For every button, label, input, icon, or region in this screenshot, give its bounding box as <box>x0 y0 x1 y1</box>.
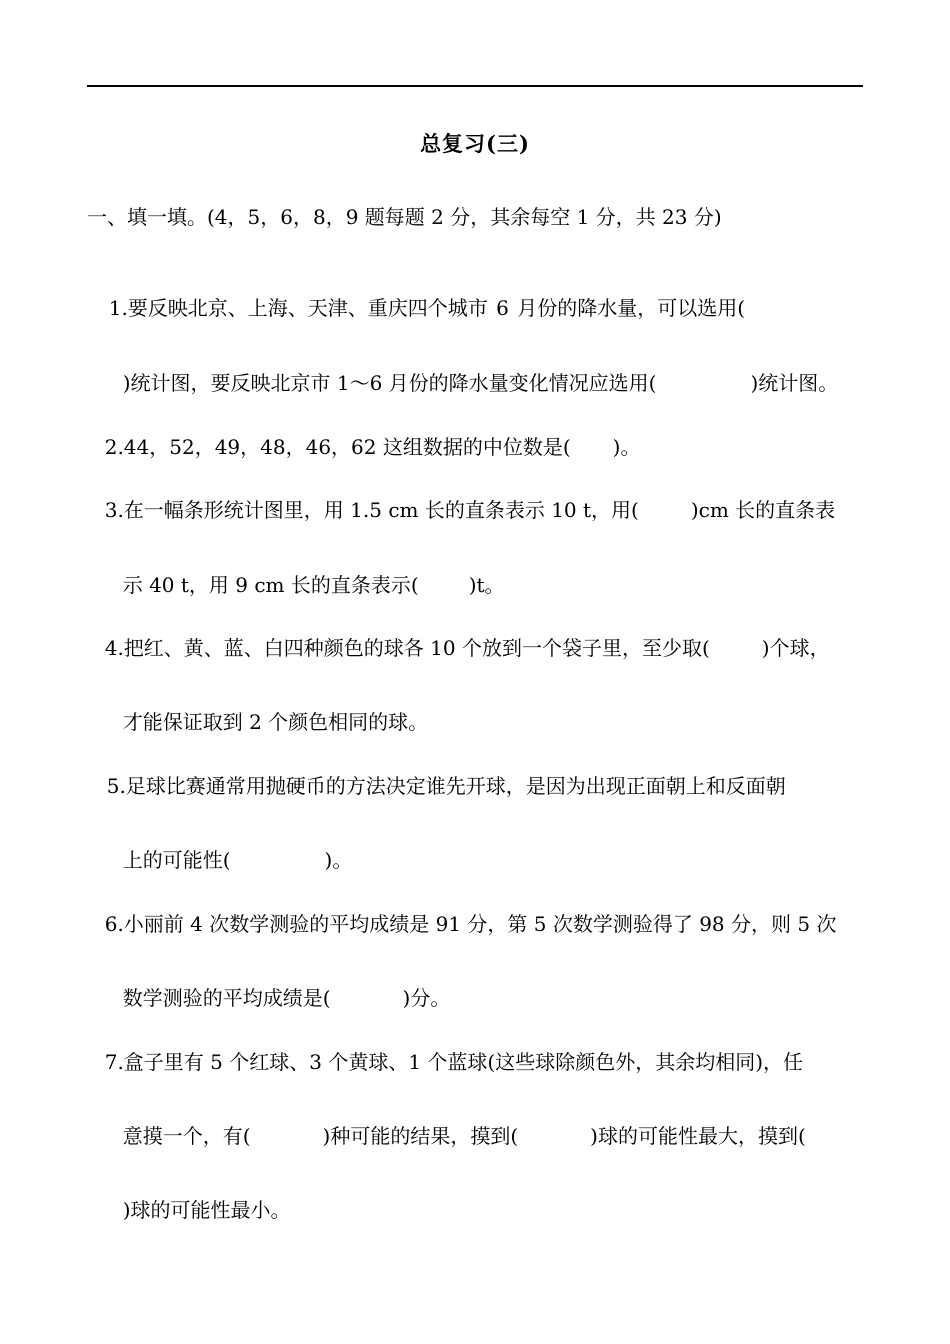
question-4-line-1 <box>92 606 830 662</box>
question-text: )统计图。 <box>750 371 839 395</box>
question-text: 5.足球比赛通常用抛硬币的方法决定谁先开球，是因为出现正面朝上和反面朝 <box>106 774 786 798</box>
question-text: 4.把红、黄、蓝、白四种颜色的球各 10 个放到一个袋子里，至少取( <box>104 636 710 660</box>
question-text: 意摸一个，有( <box>122 1124 251 1148</box>
question-5-line-1 <box>92 744 786 800</box>
question-1-line-2 <box>110 341 838 397</box>
question-text: )统计图，要反映北京市 1～6 月份的降水量变化情况应选用( <box>122 371 657 395</box>
question-text: 数学测验的平均成绩是( <box>122 986 331 1010</box>
question-6-line-1 <box>92 882 836 938</box>
question-text: 2.44，52，49，48，46，62 这组数据的中位数是( <box>104 435 571 459</box>
question-text: )球的可能性最大，摸到( <box>590 1124 806 1148</box>
page-title: 总复习(三) <box>420 131 530 156</box>
question-2-line-1 <box>92 405 640 461</box>
question-text: )球的可能性最小。 <box>122 1198 291 1222</box>
question-3-line-2 <box>110 543 505 599</box>
question-text: )个球， <box>761 636 830 660</box>
question-7-line-1 <box>92 1020 803 1076</box>
question-text: )。 <box>324 848 353 872</box>
top-rule <box>87 85 863 87</box>
question-text: )t。 <box>468 573 505 597</box>
question-5-line-2 <box>110 818 352 874</box>
question-text: )种可能的结果，摸到( <box>322 1124 519 1148</box>
question-text: 才能保证取到 2 个颜色相同的球。 <box>122 710 429 734</box>
question-3-line-1 <box>92 468 835 524</box>
question-7-line-2 <box>110 1094 806 1150</box>
question-7-line-3 <box>110 1168 291 1224</box>
question-4-line-2 <box>110 680 428 736</box>
question-text: 7.盒子里有 5 个红球、3 个黄球、1 个蓝球(这些球除颜色外，其余均相同)，任 <box>104 1050 804 1074</box>
question-text: 示 40 t，用 9 cm 长的直条表示( <box>122 573 419 597</box>
question-text: 上的可能性( <box>122 848 231 872</box>
question-1-line-1 <box>92 266 745 322</box>
question-text: 1.要反映北京、上海、天津、重庆四个城市 6 月份的降水量，可以选用( <box>108 296 746 320</box>
question-6-line-2 <box>110 956 450 1012</box>
question-text: )cm 长的直条表 <box>690 498 836 522</box>
question-text: )分。 <box>402 986 451 1010</box>
question-text: 3.在一幅条形统计图里，用 1.5 cm 长的直条表示 10 t，用( <box>104 498 639 522</box>
question-text: 6.小丽前 4 次数学测验的平均成绩是 91 分，第 5 次数学测验得了 98 分，则 5 次 <box>104 912 837 936</box>
question-text: )。 <box>612 435 641 459</box>
section-heading: 一、填一填。(4，5，6，8，9 题每题 2 分，其余每空 1 分，共 23 分) <box>87 205 722 229</box>
